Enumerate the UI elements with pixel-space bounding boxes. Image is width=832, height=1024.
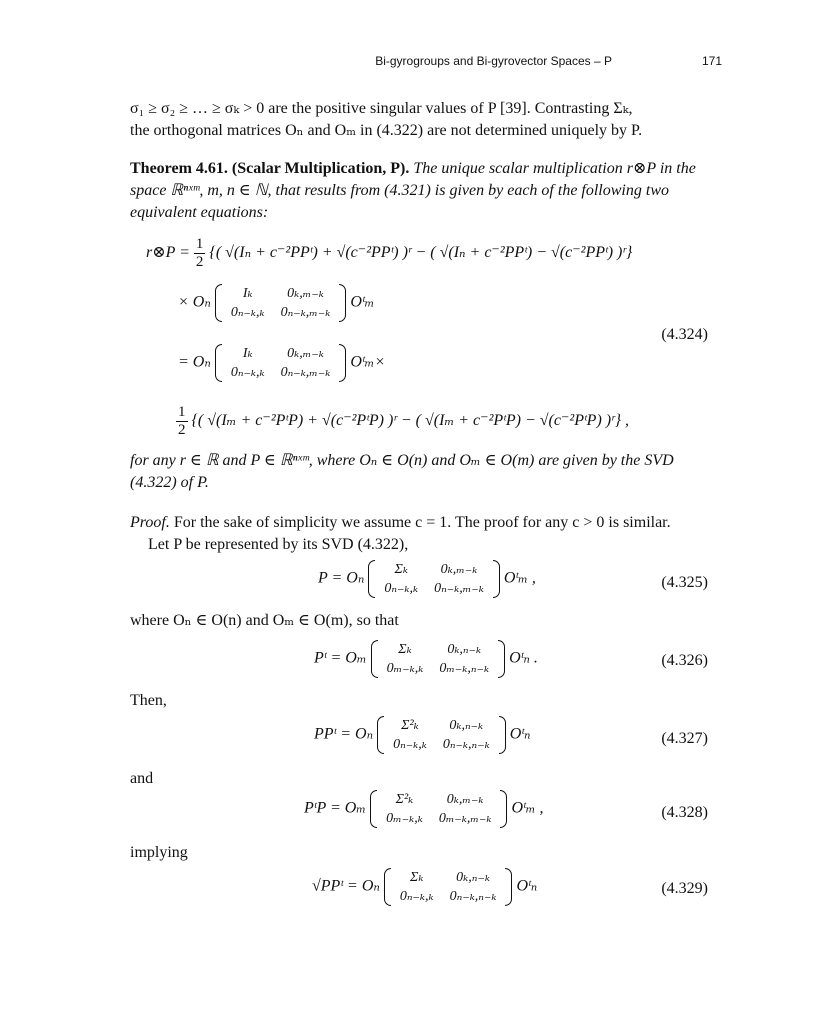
half-fraction: $\frac{1}{2}$ xyxy=(178,404,186,438)
eq-body-1: {( √(Iₙ + c⁻²PPᵗ) + √(c⁻²PPᵗ) )ʳ − ( √(Iₙ + c⁻²PPᵗ) − √(c⁻²PPᵗ) )ʳ} xyxy=(209,244,633,262)
proof-implying: implying xyxy=(130,844,188,861)
eq-body-4: {( √(Iₘ + c⁻²PᵗP) + √(c⁻²PᵗP) )ʳ − ( √(Iₘ + c⁻²PᵗP) − √(c⁻²PᵗP) )ʳ} , xyxy=(191,412,630,430)
equation-4-327: PPᵗ = Oₙ Σ²ₖ 0ₖ,ₙ₋ₖ 0ₙ₋ₖ,ₖ 0ₙ₋ₖ,ₙ₋ₖ Oᵗₙ xyxy=(314,718,531,752)
matrix: Σ²ₖ 0ₖ,ₙ₋ₖ 0ₙ₋ₖ,ₖ 0ₙ₋ₖ,ₙ₋ₖ xyxy=(377,716,506,754)
equation-4-328: PᵗP = Oₘ Σ²ₖ 0ₖ,ₘ₋ₖ 0ₘ₋ₖ,ₖ 0ₘ₋ₖ,ₘ₋ₖ Oᵗₘ , xyxy=(304,792,544,826)
theorem-label: Theorem 4.61. (Scalar Multiplication, P). xyxy=(130,160,410,177)
equation-number: (4.327) xyxy=(661,730,708,747)
matrix: Σₖ 0ₖ,ₙ₋ₖ 0ₘ₋ₖ,ₖ 0ₘ₋ₖ,ₙ₋ₖ xyxy=(371,640,505,678)
matrix: Σₖ 0ₖ,ₘ₋ₖ 0ₙ₋ₖ,ₖ 0ₙ₋ₖ,ₘ₋ₖ xyxy=(368,560,500,598)
matrix: Σₖ 0ₖ,ₙ₋ₖ 0ₙ₋ₖ,ₖ 0ₙ₋ₖ,ₙ₋ₖ xyxy=(384,868,513,906)
proof-line-2: Let P be represented by its SVD (4.322), xyxy=(148,536,409,553)
matrix: Iₖ 0ₖ,ₘ₋ₖ 0ₙ₋ₖ,ₖ 0ₙ₋ₖ,ₘ₋ₖ xyxy=(215,284,347,322)
eq-lhs: r⊗P = xyxy=(146,244,194,262)
equation-4-326: Pᵗ = Oₘ Σₖ 0ₖ,ₙ₋ₖ 0ₘ₋ₖ,ₖ 0ₘ₋ₖ,ₙ₋ₖ Oᵗₙ . xyxy=(314,642,538,676)
proof-where: where Oₙ ∈ O(n) and Oₘ ∈ O(m), so that xyxy=(130,612,399,629)
equation-number: (4.324) xyxy=(661,326,708,343)
intro-line-2: the orthogonal matrices Oₙ and Oₘ in (4.322) are not determined uniquely by P. xyxy=(130,122,643,139)
matrix: Σ²ₖ 0ₖ,ₘ₋ₖ 0ₘ₋ₖ,ₖ 0ₘ₋ₖ,ₘ₋ₖ xyxy=(370,790,507,828)
theorem-body: The unique scalar multiplication r⊗P in the space ℝⁿˣᵐ, m, n ∈ ℕ, that results from (4.321) is given by each of the following two equivalent equations: xyxy=(130,160,696,221)
proof-and: and xyxy=(130,770,154,787)
running-title: Bi-gyrogroups and Bi-gyrovector Spaces – P xyxy=(375,54,612,68)
equation-4-325: P = Oₙ Σₖ 0ₖ,ₘ₋ₖ 0ₙ₋ₖ,ₖ 0ₙ₋ₖ,ₘ₋ₖ Oᵗₘ , xyxy=(318,562,536,596)
equation-4-329: √PPᵗ = Oₙ Σₖ 0ₖ,ₙ₋ₖ 0ₙ₋ₖ,ₖ 0ₙ₋ₖ,ₙ₋ₖ Oᵗₙ xyxy=(312,870,538,904)
half-fraction: $\frac{1}{2}$ xyxy=(195,236,204,270)
theorem-eq-line-1 xyxy=(146,236,632,271)
equation-number: (4.329) xyxy=(661,880,708,897)
theorem-statement xyxy=(130,158,708,224)
equation-number: (4.325) xyxy=(661,574,708,591)
equation-number: (4.326) xyxy=(661,652,708,669)
theorem-tail: for any r ∈ ℝ and P ∈ ℝⁿˣᵐ, where Oₙ ∈ O(n) and Oₘ ∈ O(m) are given by the SVD (4.322) of P. xyxy=(130,452,674,491)
page-number: 171 xyxy=(701,54,722,68)
proof-then: Then, xyxy=(130,692,167,709)
equation-number: (4.328) xyxy=(661,804,708,821)
theorem-eq-line-2: × Oₙ Iₖ 0ₖ,ₘ₋ₖ 0ₙ₋ₖ,ₖ 0ₙ₋ₖ,ₘ₋ₖ Oᵗₘ xyxy=(178,286,375,320)
proof-line-1: Proof. For the sake of simplicity we assume c = 1. The proof for any c > 0 is similar. xyxy=(130,514,671,531)
theorem-eq-line-4 xyxy=(176,404,629,439)
intro-line-1: σ₁ ≥ σ₂ ≥ … ≥ σₖ > 0 are the positive singular values of P [39]. Contrasting Σₖ, xyxy=(130,100,633,117)
theorem-eq-line-3: = Oₙ Iₖ 0ₖ,ₘ₋ₖ 0ₙ₋ₖ,ₖ 0ₙ₋ₖ,ₘ₋ₖ Oᵗₘ× xyxy=(178,346,386,380)
matrix: Iₖ 0ₖ,ₘ₋ₖ 0ₙ₋ₖ,ₖ 0ₙ₋ₖ,ₘ₋ₖ xyxy=(215,344,347,382)
proof-label: Proof. xyxy=(130,514,170,531)
running-header xyxy=(130,54,722,74)
